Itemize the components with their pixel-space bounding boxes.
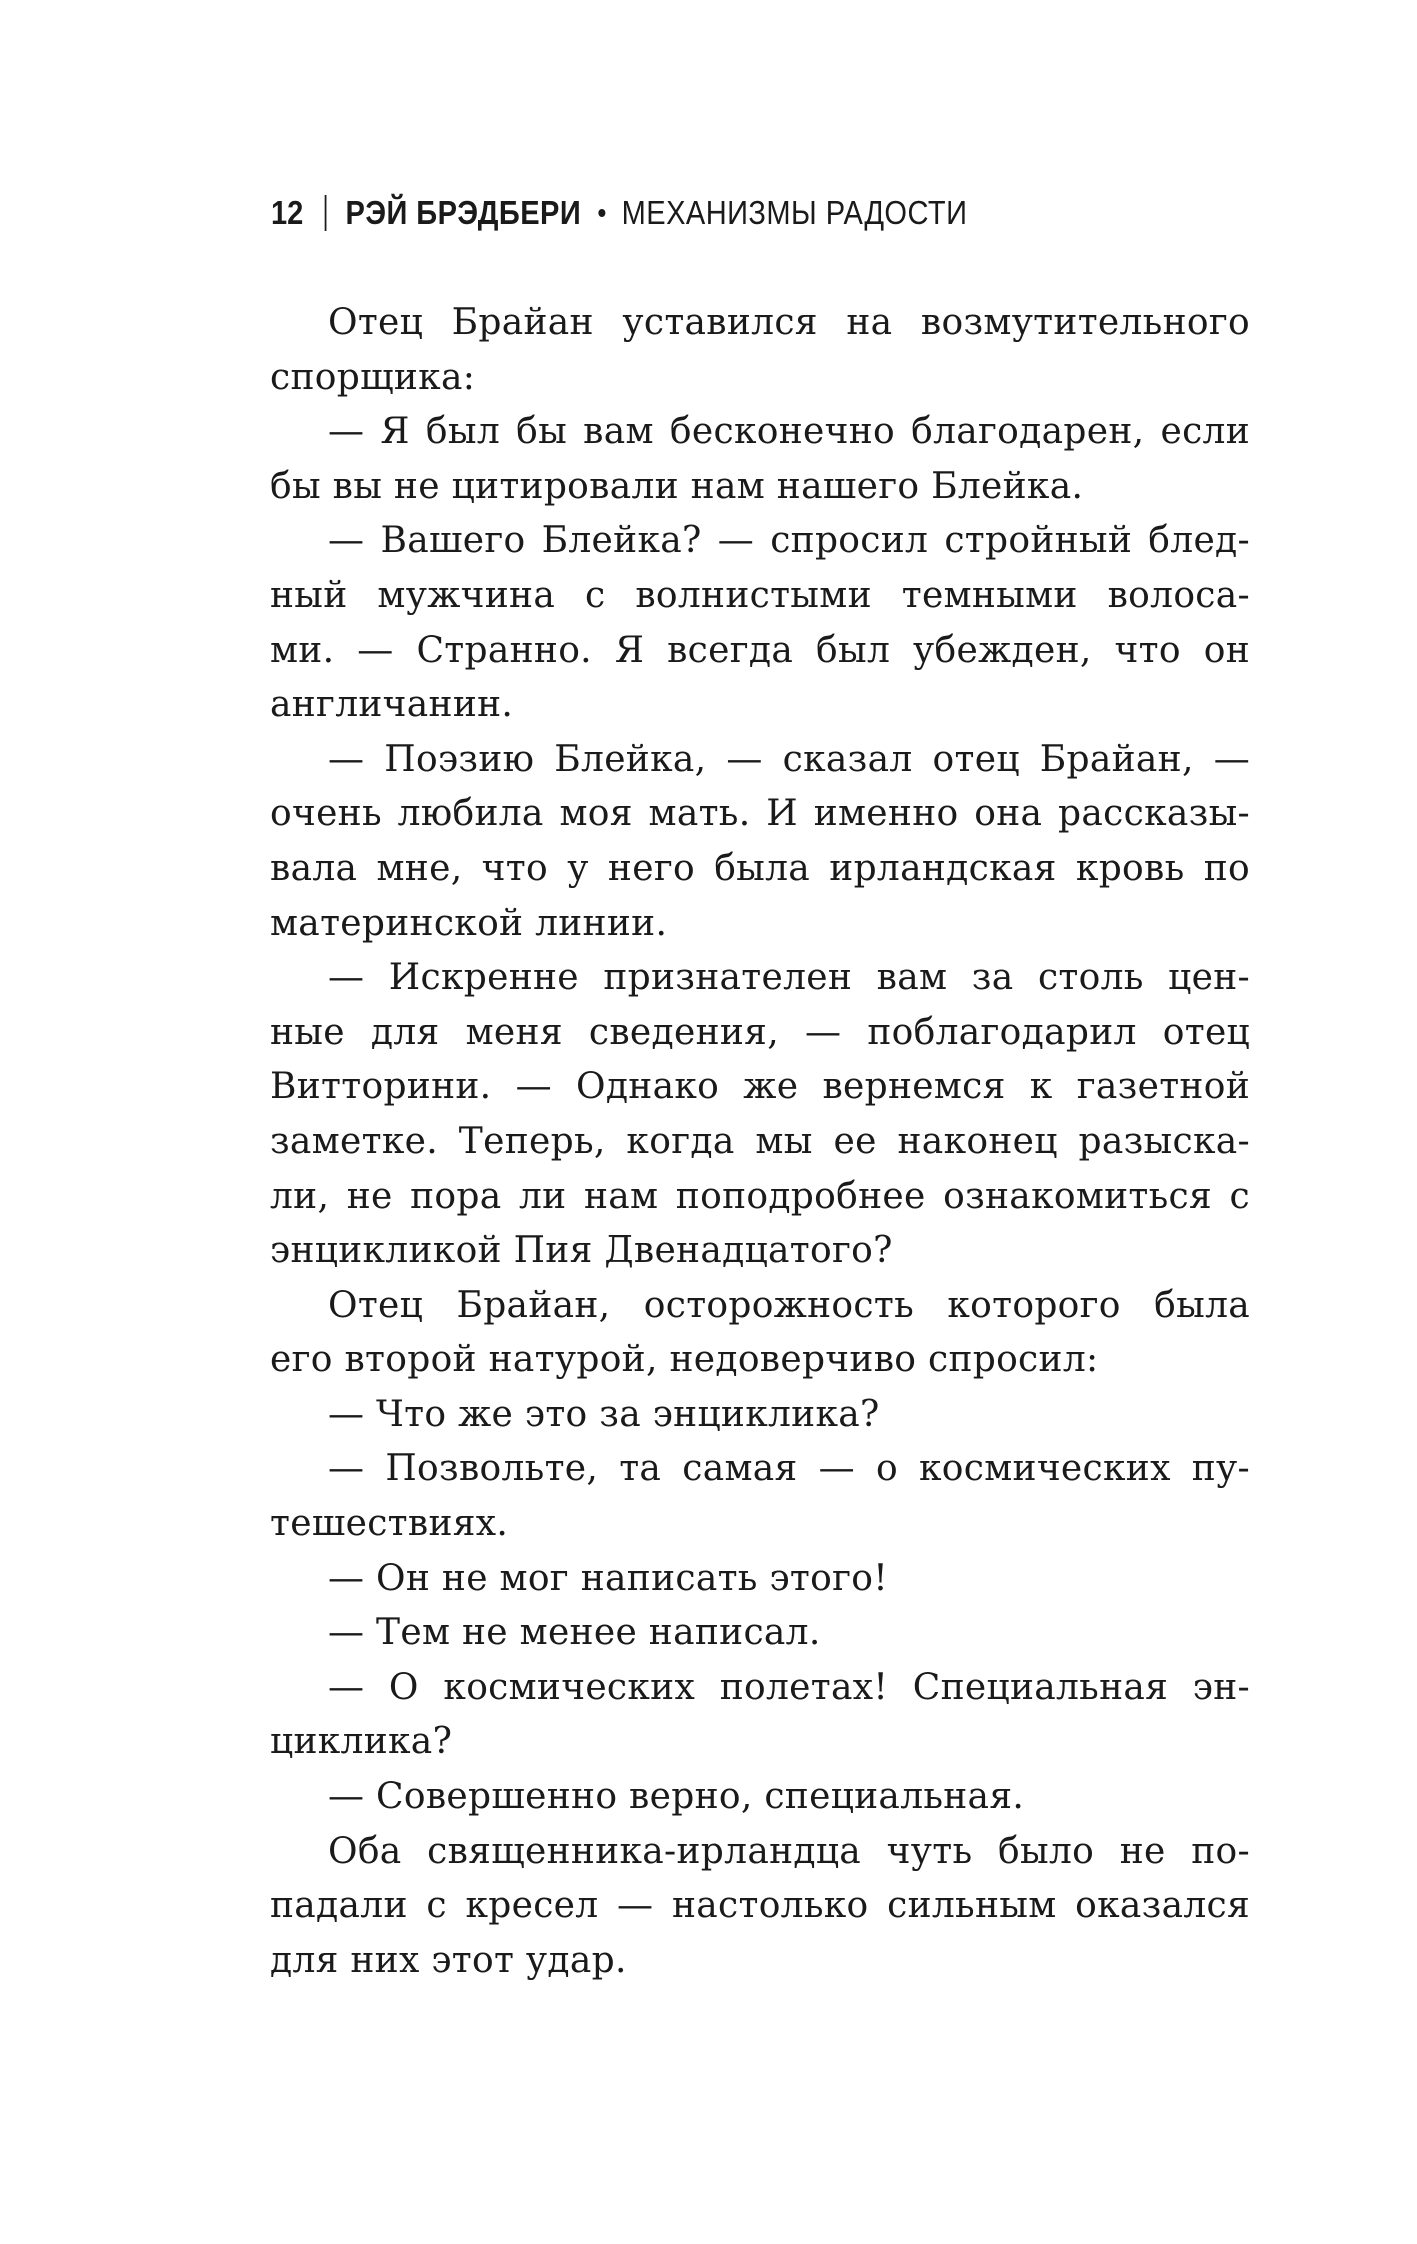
text-line: Оба священника-ирландца чуть было не по-: [328, 1830, 1250, 1872]
text-line: очень любила моя мать. И именно она рассказы-: [270, 793, 1250, 835]
text-line: — Искренне признателен вам за столь цен-: [328, 957, 1250, 999]
text-line: — Я был бы вам бесконечно благодарен, если: [328, 411, 1250, 453]
text-line: тешествиях.: [270, 1503, 509, 1545]
text-line: ли, не пора ли нам поподробнее ознакомиться с: [270, 1175, 1250, 1217]
text-line: Отец Брайан уставился на возмутительного: [328, 302, 1250, 343]
text-line: ми. — Странно. Я всегда был убежден, что он: [270, 629, 1250, 671]
text-line: энцикликой Пия Двенадцатого?: [270, 1230, 893, 1272]
separator-bar: [324, 195, 326, 231]
text-line: — Тем не менее написал.: [328, 1612, 821, 1654]
text-line: Отец Брайан, осторожность которого была: [328, 1284, 1250, 1326]
text-line: для них этот удар.: [270, 1939, 627, 1981]
running-head: [271, 188, 1063, 238]
text-line: заметке. Теперь, когда мы ее наконец разыска-: [270, 1120, 1250, 1162]
text-line: — Позвольте, та самая — о космических пу-: [328, 1448, 1250, 1490]
text-line: материнской линии.: [270, 902, 668, 944]
text-line: спорщика:: [270, 356, 476, 398]
bullet-separator: [599, 209, 606, 217]
body-text: [270, 296, 1250, 1988]
text-line: англичанин.: [270, 684, 514, 726]
text-line: его второй натурой, недоверчиво спросил:: [270, 1339, 1099, 1381]
text-line: — О космических полетах! Специальная эн-: [328, 1666, 1250, 1708]
book-title: МЕХАНИЗМЫ РАДОСТИ: [621, 194, 968, 231]
text-line: бы вы не цитировали нам нашего Блейка.: [270, 465, 1084, 507]
author-name: РЭЙ БРЭДБЕРИ: [345, 194, 582, 231]
text-line: — Вашего Блейка? — спросил стройный блед-: [328, 520, 1250, 562]
text-line: циклика?: [270, 1721, 453, 1763]
text-line: — Он не мог написать этого!: [328, 1557, 889, 1599]
text-line: падали с кресел — настолько сильным оказался: [270, 1885, 1250, 1927]
page-number: 12: [271, 194, 304, 231]
text-line: — Что же это за энциклика?: [328, 1393, 880, 1435]
text-line: ные для меня сведения, — поблагодарил отец: [270, 1011, 1250, 1053]
text-line: Витторини. — Однако же вернемся к газетной: [270, 1066, 1250, 1108]
text-line: ный мужчина с волнистыми темными волоса-: [270, 574, 1250, 616]
text-line: — Поэзию Блейка, — сказал отец Брайан, —: [328, 738, 1250, 780]
text-line: вала мне, что у него была ирландская кровь по: [270, 847, 1250, 889]
text-line: — Совершенно верно, специальная.: [328, 1776, 1025, 1818]
